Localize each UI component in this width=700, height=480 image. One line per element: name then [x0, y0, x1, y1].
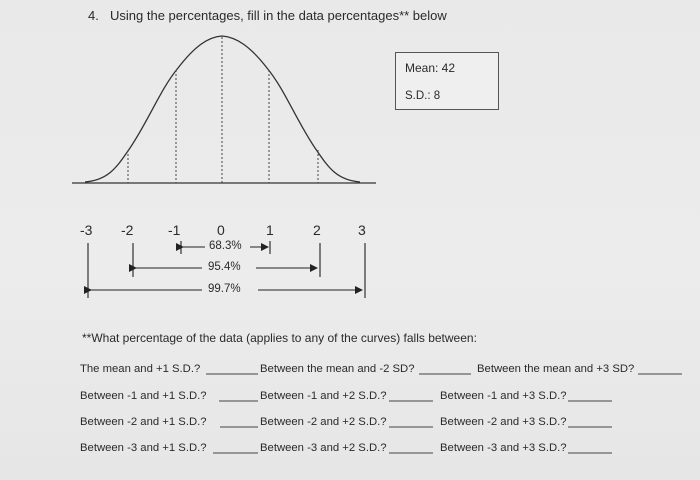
pct-99: 99.7%: [208, 283, 241, 295]
tick-label-plus1: 1: [266, 222, 274, 238]
question-c2-r3: Between -2 and +2 S.D.?: [260, 416, 387, 428]
tick-label-plus2: 2: [313, 222, 321, 238]
question-c2-r2: Between -1 and +2 S.D.?: [260, 390, 387, 402]
pct-95: 95.4%: [208, 261, 241, 273]
tick-label-minus3: -3: [80, 222, 93, 238]
questions-prompt: **What percentage of the data (applies to any of the curves) falls between:: [82, 331, 477, 345]
question-text: Using the percentages, fill in the data percentages** below: [110, 8, 447, 23]
question-c3-r3: Between -2 and +3 S.D.?: [440, 416, 567, 428]
question-c3-r4: Between -3 and +3 S.D.?: [440, 442, 567, 454]
question-c1-r1: The mean and +1 S.D.?: [80, 363, 201, 375]
question-c3-r1: Between the mean and +3 SD?: [477, 363, 635, 375]
pct-68: 68.3%: [209, 240, 242, 252]
tick-label-plus3: 3: [358, 222, 366, 238]
tick-label-minus1: -1: [168, 222, 181, 238]
question-c1-r4: Between -3 and +1 S.D.?: [80, 442, 207, 454]
question-c1-r2: Between -1 and +1 S.D.?: [80, 390, 207, 402]
stats-box: [395, 52, 499, 110]
sd-value: S.D.: 8: [405, 90, 441, 102]
question-number: 4.: [88, 8, 99, 23]
tick-label-0: 0: [217, 222, 225, 238]
mean-value: Mean: 42: [405, 61, 456, 75]
question-c2-r4: Between -3 and +2 S.D.?: [260, 442, 387, 454]
question-c2-r1: Between the mean and -2 SD?: [260, 363, 415, 375]
question-c3-r2: Between -1 and +3 S.D.?: [440, 390, 567, 402]
question-c1-r3: Between -2 and +1 S.D.?: [80, 416, 207, 428]
tick-label-minus2: -2: [121, 222, 134, 238]
